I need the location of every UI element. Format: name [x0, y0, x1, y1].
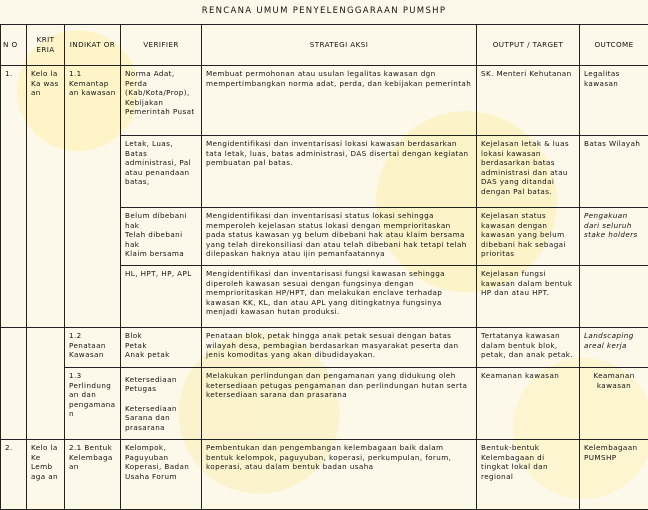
cell-kriteria: Kelo la Ke Lemb aga an: [27, 440, 65, 510]
cell-verifier: Blok Petak Anak petak: [121, 328, 202, 368]
cell-outcome: Legalitas kawasan: [580, 66, 648, 136]
header-indikator: INDIKAT OR: [65, 25, 121, 66]
cell-indikator: 1.3 Perlindungan dan pengamanan: [65, 368, 121, 440]
table-row: [1, 328, 648, 368]
cell-output: SK. Menteri Kehutanan: [477, 66, 580, 136]
cell-verifier: Norma Adat, Perda (Kab/Kota/Prop), Kebijakan Pemerintah Pusat: [121, 66, 202, 136]
page-title: RENCANA UMUM PENYELENGGARAAN PUMSHP: [0, 6, 648, 16]
cell-output: Bentuk-bentuk Kelembagaan di tingkat lokal dan regional: [477, 440, 580, 510]
cell-output: Kejelasan letak & luas lokasi kawasan berdasarkan batas administrasi dan atau DAS yang ditandai dengan Pal batas.: [477, 136, 580, 208]
cell-verifier: HL, HPT, HP, APL: [121, 266, 202, 328]
cell-verifier: Kelompok, Paguyuban Koperasi, Badan Usaha Forum: [121, 440, 202, 510]
table-row: [1, 368, 648, 440]
cell-outcome: Batas Wilayah: [580, 136, 648, 208]
cell-verifier: Letak, Luas, Batas administrasi, Pal atau penandaan batas,: [121, 136, 202, 208]
cell-output: Kejelasan fungsi kawasan dalam bentuk HP dan atau HPT.: [477, 266, 580, 328]
cell-kriteria: Kelo la Ka was an: [27, 66, 65, 328]
cell-outcome: Kelembagaan PUMSHP: [580, 440, 648, 510]
header-strategi: STRATEGI AKSI: [202, 25, 477, 66]
cell-strategi: Melakukan perlindungan dan pengamanan yang didukung oleh ketersediaan petugas pengamanan dan perlindungan hutan serta ketersediaan sarana dan prasarana: [202, 368, 477, 440]
header-verifier: VERIFIER: [121, 25, 202, 66]
header-outcome: OUTCOME: [580, 25, 648, 66]
cell-indikator: 2.1 Bentuk Kelembagaan: [65, 440, 121, 510]
plan-table: [0, 24, 648, 510]
cell-outcome: [580, 266, 648, 328]
cell-strategi: Membuat permohonan atau usulan legalitas kawasan dgn mempertimbangkan norma adat, perda, dan kebijakan pemerintah: [202, 66, 477, 136]
cell-indikator: 1.1 Kemantap an kawasan: [65, 66, 121, 328]
cell-indikator: 1.2 Penataan Kawasan: [65, 328, 121, 368]
table-row: [1, 66, 648, 136]
header-output: OUTPUT / TARGET: [477, 25, 580, 66]
cell-strategi: Penataan blok, petak hingga anak petak sesuai dengan batas wilayah desa, pembagian berdasarkan masyarakat peserta dan jenis komoditas yang akan dibudidayakan.: [202, 328, 477, 368]
cell-kriteria-empty: [27, 328, 65, 440]
cell-outcome: Pengakuan dari seluruh stake holders: [580, 208, 648, 266]
cell-no: 1.: [1, 66, 27, 328]
cell-output: Keamanan kawasan: [477, 368, 580, 440]
cell-no: 2.: [1, 440, 27, 510]
cell-outcome: Landscaping areal kerja: [580, 328, 648, 368]
cell-output: Tertatanya kawasan dalam bentuk blok, petak, dan anak petak.: [477, 328, 580, 368]
cell-verifier: Belum dibebani hak Telah dibebani hak Klaim bersama: [121, 208, 202, 266]
header-row: [1, 25, 648, 66]
cell-verifier: Ketersediaan Petugas Ketersediaan Sarana dan prasarana: [121, 368, 202, 440]
cell-strategi: Mengidentifikasi dan inventarisasi status lokasi sehingga memperoleh kejelasan status lokasi dengan memprioritaskan pada status kawasan yg belum dibebani hak atau klaim bersama yang telah direkonsiliasi dan atau telah dibebani hak tetapi telah dilepaskan haknya atau ijin pemanfaatannya: [202, 208, 477, 266]
cell-no-empty: [1, 328, 27, 440]
cell-strategi: Mengidentifikasi dan inventarisasi fungsi kawasan sehingga diperoleh kawasan sesuai dengan fungsinya dengan memprioritaskan HP/HPT, dan melakukan enclave terhadap kawasan KK, KL, dan atau APL yang ditingkatnya fungsinya menjadi kawasan hutan produksi.: [202, 266, 477, 328]
cell-strategi: Pembentukan dan pengembangan kelembagaan baik dalam bentuk kelompok, paguyuban, koperasi, perkumpulan, forum, koperasi, atau dalam bentuk badan usaha: [202, 440, 477, 510]
cell-outcome: Keamanan kawasan: [580, 368, 648, 440]
cell-strategi: Mengidentifikasi dan inventarisasi lokasi kawasan berdasarkan tata letak, luas, batas administrasi, DAS disertai dengan kegiatan pembuatan pal batas.: [202, 136, 477, 208]
header-no: N O: [1, 25, 27, 66]
table-row: [1, 440, 648, 510]
header-kriteria: KRIT ERIA: [27, 25, 65, 66]
cell-output: Kejelasan status kawasan dengan kawasan yang belum dibebani hak sebagai prioritas: [477, 208, 580, 266]
